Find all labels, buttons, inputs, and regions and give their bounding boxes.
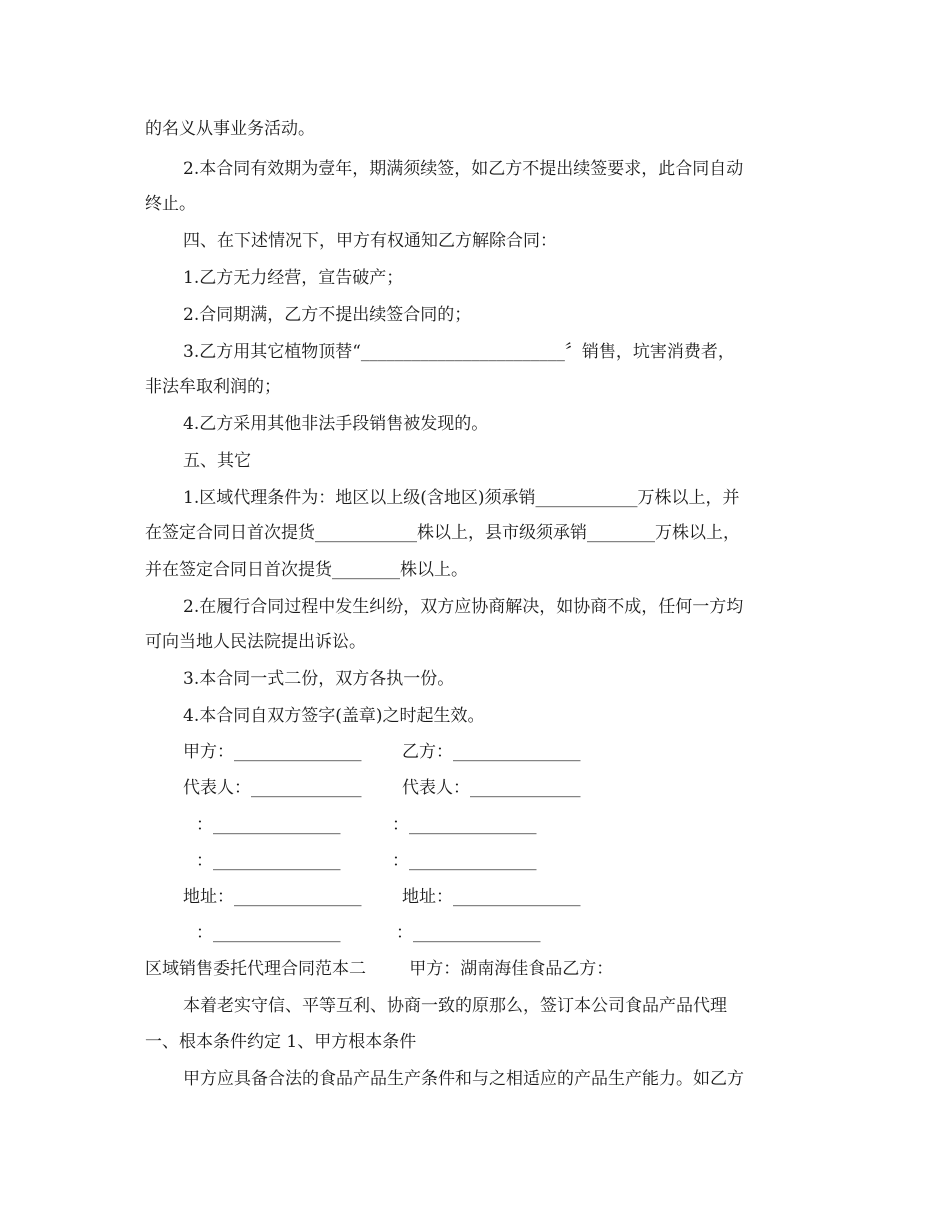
address-b-field: 地址：_______________ bbox=[402, 887, 581, 907]
paragraph-line: 2.本合同有效期为壹年，期满须续签，如乙方不提出续签要求，此合同自动 bbox=[183, 159, 744, 179]
paragraph-line: 并在签定合同日首次提货________株以上。 bbox=[145, 560, 468, 580]
paragraph-line: 可向当地人民法院提出诉讼。 bbox=[145, 632, 366, 652]
blank-a-field: ：_______________ bbox=[196, 851, 341, 871]
blank-a-field: ：_______________ bbox=[196, 923, 341, 943]
section-heading: 五、其它 bbox=[183, 451, 251, 471]
section-heading: 一、根本条件约定 1、甲方根本条件 bbox=[145, 1032, 417, 1052]
list-item: 2.合同期满，乙方不提出续签合同的； bbox=[183, 305, 472, 325]
contract-title: 区域销售委托代理合同范本二 甲方：湖南海佳食品乙方： bbox=[145, 959, 614, 979]
address-a-field: 地址：_______________ bbox=[183, 887, 362, 907]
paragraph-line: 本着老实守信、平等互利、协商一致的原那么，签订本公司食品产品代理 bbox=[183, 996, 727, 1016]
section-heading: 四、在下述情况下，甲方有权通知乙方解除合同： bbox=[183, 231, 557, 251]
list-item: 2.在履行合同过程中发生纠纷，双方应协商解决，如协商不成，任何一方均 bbox=[183, 597, 744, 617]
representative-a-field: 代表人：_____________ bbox=[183, 778, 362, 798]
paragraph-line: 非法牟取利润的； bbox=[145, 377, 281, 397]
blank-b-field: ：_______________ bbox=[392, 815, 537, 835]
list-item: 1.区域代理条件为：地区以上级(含地区)须承销____________万株以上，并 bbox=[183, 488, 740, 508]
list-item: 3.本合同一式二份，双方各执一份。 bbox=[183, 669, 455, 689]
party-a-field: 甲方：_______________ bbox=[183, 742, 362, 762]
list-item: 4.乙方采用其他非法手段销售被发现的。 bbox=[183, 414, 489, 434]
blank-b-field: ：_______________ bbox=[396, 923, 541, 943]
blank-a-field: ：_______________ bbox=[196, 815, 341, 835]
paragraph-line: 的名义从事业务活动。 bbox=[145, 119, 315, 139]
list-item: 4.本合同自双方签字(盖章)之时起生效。 bbox=[183, 706, 485, 726]
paragraph-line: 甲方应具备合法的食品产品生产条件和与之相适应的产品生产能力。如乙方 bbox=[183, 1069, 744, 1089]
paragraph-line: 终止。 bbox=[145, 194, 196, 214]
list-item: 1.乙方无力经营，宣告破产； bbox=[183, 268, 404, 288]
party-b-field: 乙方：_______________ bbox=[402, 742, 581, 762]
list-item: 3.乙方用其它植物顶替“________________________〞销售，坑害消费者， bbox=[183, 342, 735, 362]
blank-b-field: ：_______________ bbox=[392, 851, 537, 871]
paragraph-line: 在签定合同日首次提货____________株以上，县市级须承销________万株以上， bbox=[145, 523, 740, 543]
representative-b-field: 代表人：_____________ bbox=[402, 778, 581, 798]
